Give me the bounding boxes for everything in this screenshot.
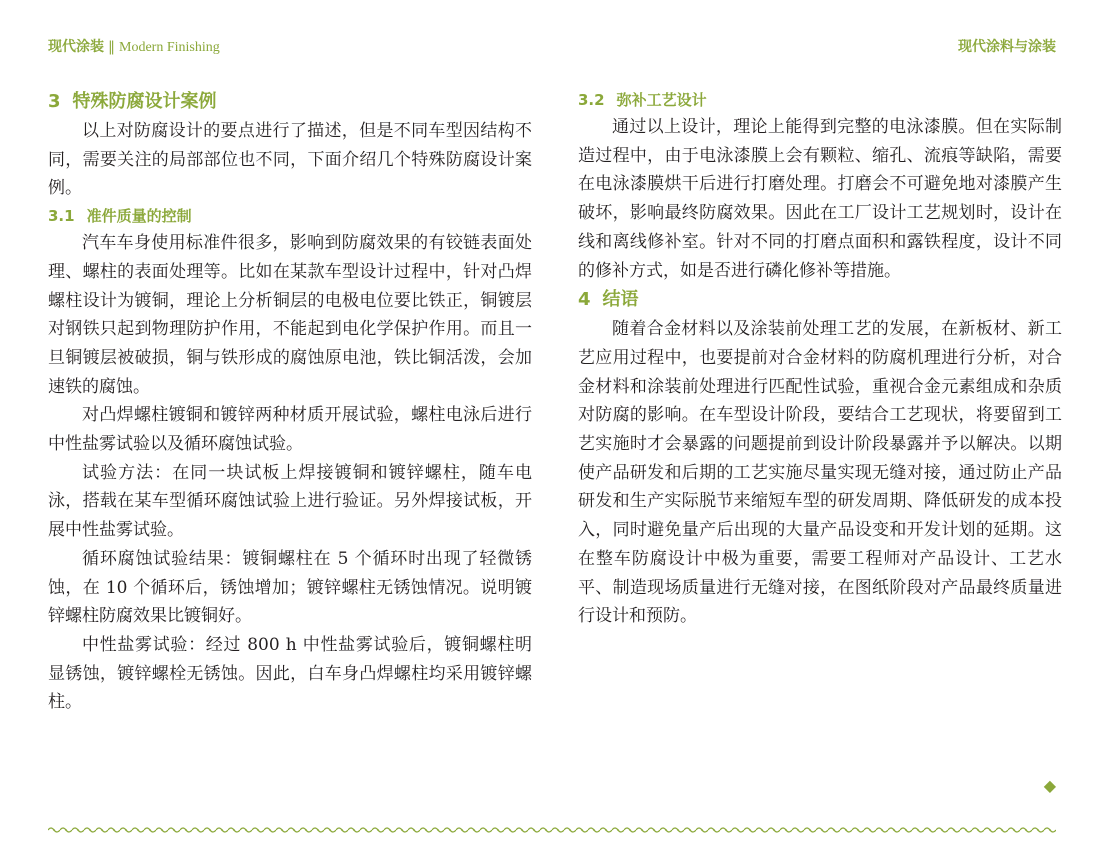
section-3-1-heading [48,203,532,229]
paragraph: 汽车车身使用标准件很多，影响到防腐效果的有铰链表面处理、螺柱的表面处理等。比如在某款车型设计过程中，针对凸焊螺柱设计为镀铜，理论上分析铜层的电极电位要比铁正，铜镀层对钢铁只起到物理防护作用，不能起到电化学保护作用。而且一旦铜镀层被破损，铜与铁形成的腐蚀原电池，铁比铜活泼，会加速铁的腐蚀。 [48,233,532,397]
paragraph: 中性盐雾试验：经过 800 h 中性盐雾试验后，镀铜螺柱明显锈蚀，镀锌螺栓无锈蚀。因此，白车身凸焊螺柱均采用镀锌螺柱。 [48,634,532,713]
journal-title-cn: 现代涂装 [48,39,104,55]
paragraph: 通过以上设计，理论上能得到完整的电泳漆膜。但在实际制造过程中，由于电泳漆膜上会有颗粒、缩孔、流痕等缺陷，需要在电泳漆膜烘干后进行打磨处理。打磨会不可避免地对漆膜产生破坏，影响最终防腐效果。因此在工厂设计工艺规划时，设计在线和离线修补室。针对不同的打磨点面积和露铁程度，设计不同的修补方式，如是否进行磷化修补等措施。 [578,117,1062,281]
section-3-2-heading [578,87,1062,113]
paragraph: 以上对防腐设计的要点进行了描述，但是不同车型因结构不同，需要关注的局部部位也不同，下面介绍几个特殊防腐设计案例。 [48,121,532,199]
paragraph: 随着合金材料以及涂装前处理工艺的发展，在新板材、新工艺应用过程中，也要提前对合金材料的防腐机理进行分析，对合金材料和涂装前处理进行匹配性试验，重视合金元素组成和杂质对防腐的影响。在车型设计阶段，要结合工艺现状，将要留到工艺实施时才会暴露的问题提前到设计阶段暴露并予以解决。以期使产品研发和后期的工艺实施尽量实现无缝对接，通过防止产品研发和生产实际脱节来缩短车型的研发周期、降低研发的成本投入，同时避免量产后出现的大量产品设变和开发计划的延期。这在整车防腐设计中极为重要，需要工程师对产品设计、工艺水平、制造现场质量进行无缝对接，在图纸阶段对产品最终质量进行设计和预防。 [578,319,1062,627]
journal-title [48,36,220,56]
section-title: 现代涂料与涂装 [958,39,1056,55]
section-number: 3 [48,91,61,112]
section-title-text: 弥补工艺设计 [616,91,707,109]
paragraph: 循环腐蚀试验结果：镀铜螺柱在 5 个循环时出现了轻微锈蚀，在 10 个循环后，锈蚀增加；镀锌螺柱无锈蚀情况。说明镀锌螺柱防腐效果比镀铜好。 [48,548,532,627]
section-number: 4 [578,289,591,311]
end-diamond-icon: ◆ [1043,776,1056,795]
section-title-text: 特殊防腐设计案例 [72,91,217,112]
journal-title-en: Modern Finishing [119,40,220,55]
section-number: 3.2 [578,91,605,109]
section-3-heading [48,87,532,117]
header-separator: ‖ [108,39,115,55]
page-header [48,36,1056,60]
section-4-heading [578,285,1062,315]
decorative-border [48,826,1056,834]
left-column [48,87,532,717]
paragraph: 试验方法：在同一块试板上焊接镀铜和镀锌螺柱，随车电泳，搭载在某车型循环腐蚀试验上进行验证。另外焊接试板，开展中性盐雾试验。 [48,462,532,541]
paragraph: 对凸焊螺柱镀铜和镀锌两种材质开展试验，螺柱电泳后进行中性盐雾试验以及循环腐蚀试验。 [48,405,532,455]
right-column [578,87,1062,631]
section-number: 3.1 [48,207,75,226]
section-title-text: 准件质量的控制 [86,207,192,226]
section-title-text: 结语 [602,289,639,311]
